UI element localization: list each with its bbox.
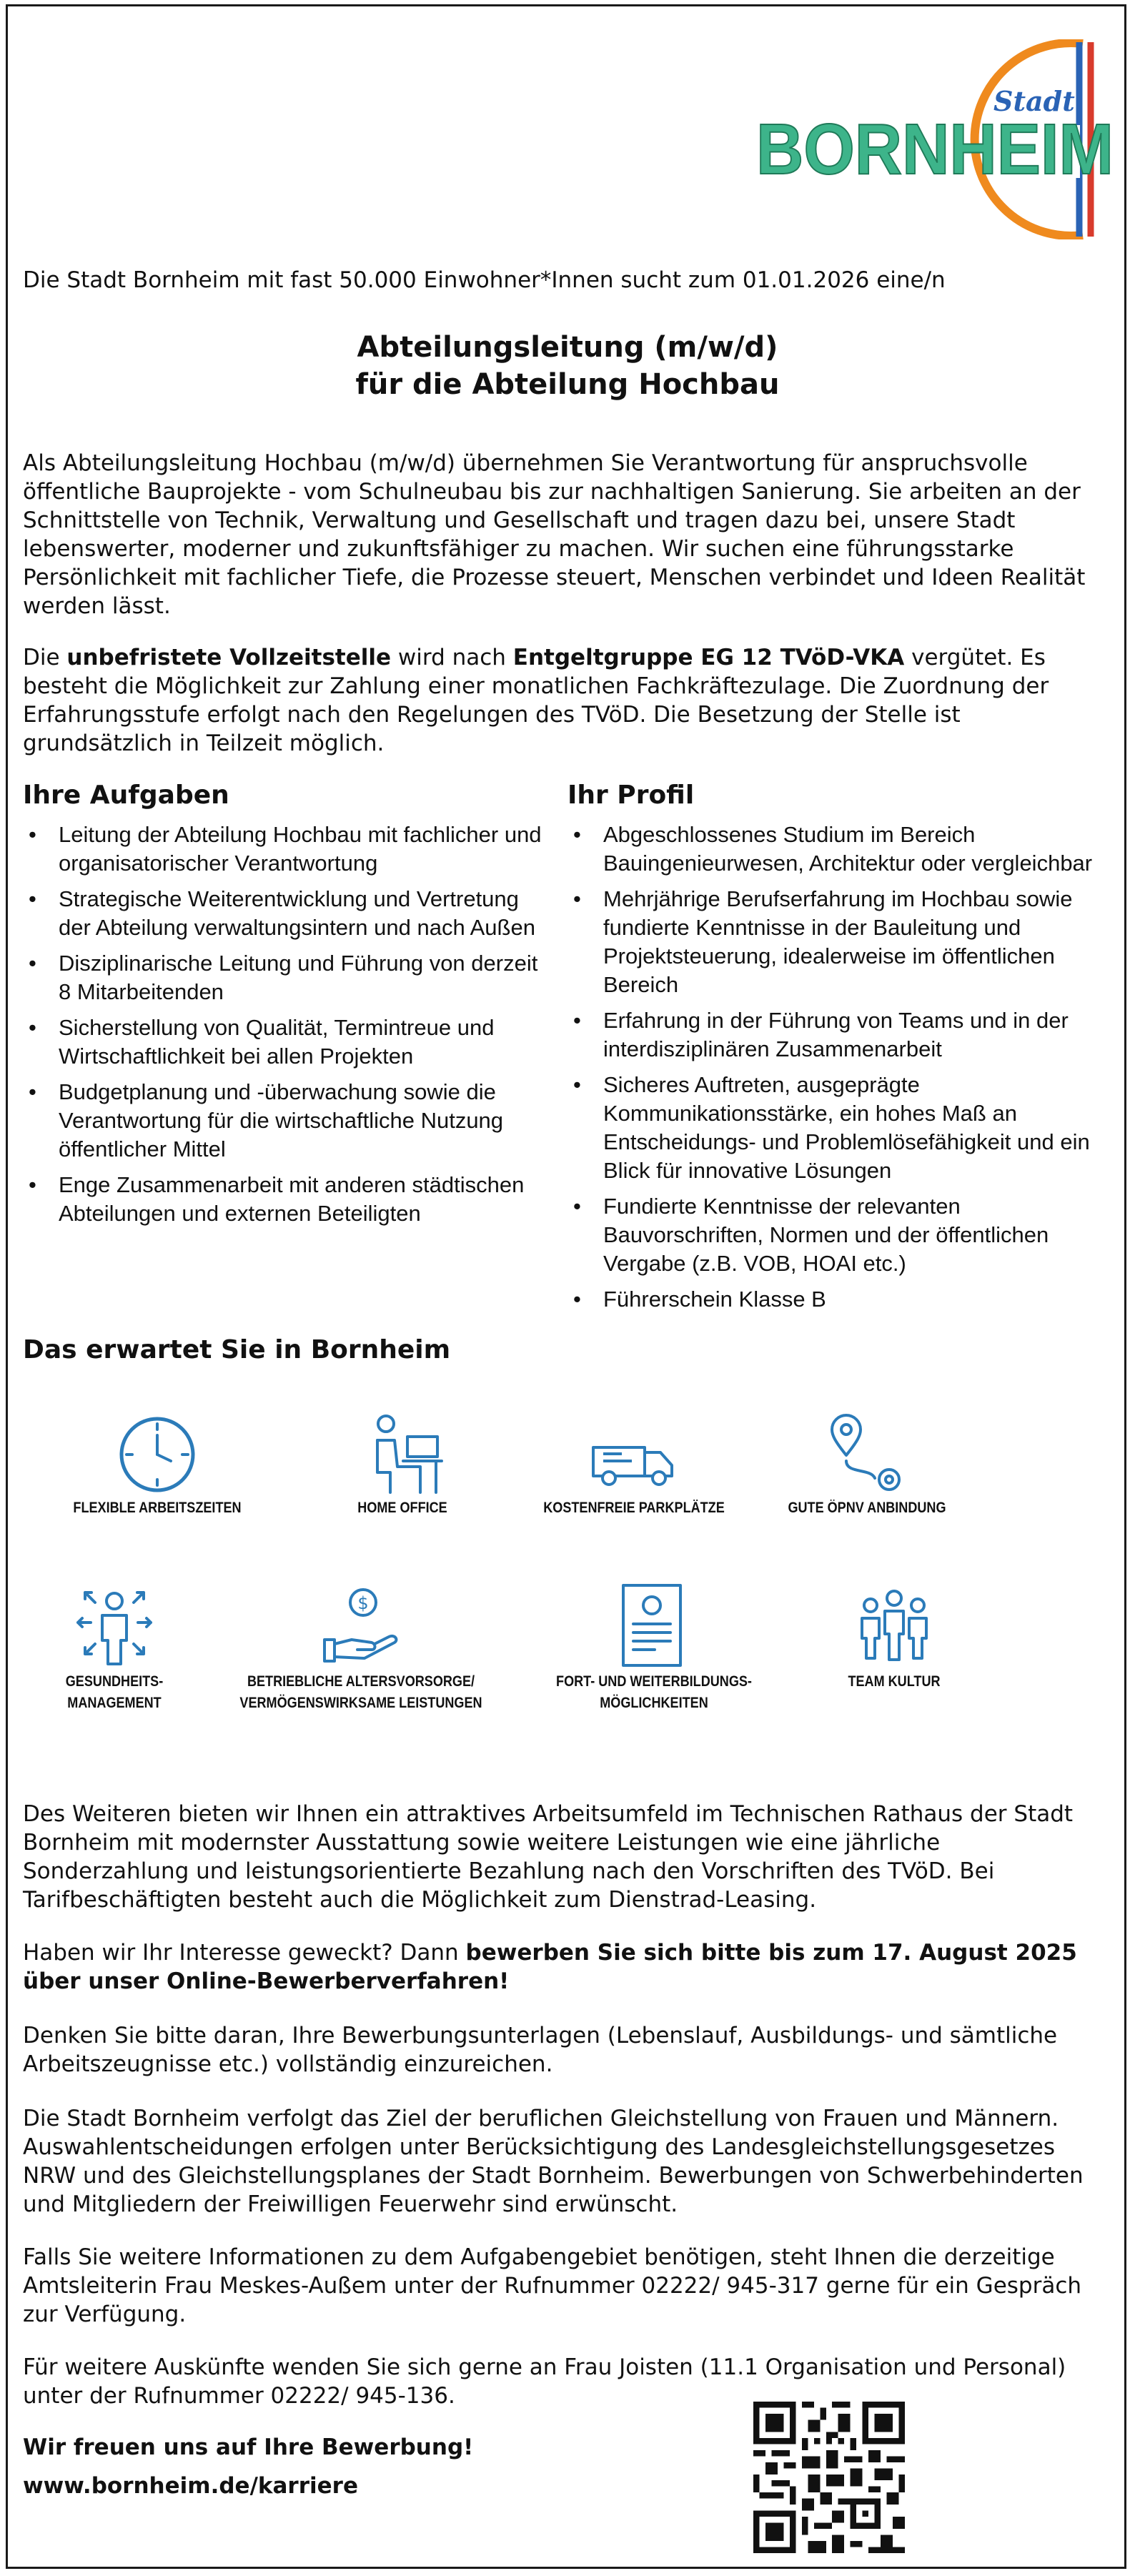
list-item: • Budgetplanung und -überwachung sowie die Verantwortung für die wirtschaftliche Nutzung öffentlicher Mittel xyxy=(23,1078,545,1164)
qr-code[interactable] xyxy=(753,2402,905,2553)
benefit-health-management: GESUNDHEITS- MANAGEMENT xyxy=(65,1673,164,1711)
job-title: Abteilungsleitung (m/w/d) für die Abteilung Hochbau xyxy=(355,331,780,401)
clock-icon xyxy=(111,1408,204,1501)
list-item: • Disziplinarische Leitung und Führung von derzeit 8 Mitarbeitenden xyxy=(23,949,545,1006)
health-person-icon xyxy=(68,1580,161,1673)
profile-heading: Ihr Profil xyxy=(568,781,695,810)
benefit-training: FORT- UND WEITERBILDUNGS- MÖGLICHKEITEN xyxy=(556,1673,752,1711)
tasks-list xyxy=(23,821,545,1235)
equality-text: Die Stadt Bornheim verfolgt das Ziel der beruflichen Gleichstellung von Frauen und Männern. Auswahlentscheidungen erfolgen unter Berücksichtigung des Landesgleichstellungsgesetzes NRW und des Gleichstellungsplanes der Stadt Bornheim. Bewerbungen von Schwerbehinderten und Mitgliedern der Freiwilligen Feuerwehr sind erwünscht. xyxy=(23,2106,1084,2217)
svg-text:$: $ xyxy=(357,1593,369,1613)
list-item: • Mehrjährige Berufserfahrung im Hochbau sowie fundierte Kenntnisse in der Bauleitung und Projektsteuerung, idealerweise im öffentlichen Bereich xyxy=(568,885,1118,999)
team-icon xyxy=(848,1580,941,1673)
benefit-pension: BETRIEBLICHE ALTERSVORSORGE/ VERMÖGENSWIRKSAME LEISTUNGEN xyxy=(239,1673,482,1711)
benefit-home-office: HOME OFFICE xyxy=(357,1500,447,1516)
benefits-heading: Das erwartet Sie in Bornheim xyxy=(23,1335,451,1364)
benefit-team-culture: TEAM KULTUR xyxy=(848,1673,941,1690)
logo-name: BORNHEIM xyxy=(756,109,1114,189)
logo-stadt: Stadt xyxy=(993,85,1075,117)
pay-text: Die unbefristete Vollzeitstelle wird nach Entgeltgruppe EG 12 TVöD-VKA vergütet. Es besteht die Möglichkeit zur Zahlung einer monatlichen Fachkräftezulage. Die Zuordnung der Erfahrungsstufe erfolgt nach den Regelungen des TVöD. Die Besetzung der Stelle ist grundsätzlich in Teilzeit möglich. xyxy=(23,645,1049,756)
list-item: • Erfahrung in der Führung von Teams und in der interdisziplinären Zusammenarbeit xyxy=(568,1006,1118,1064)
list-item: • Führerschein Klasse B xyxy=(568,1285,1118,1314)
benefit-parking: KOSTENFREIE PARKPLÄTZE xyxy=(543,1500,725,1516)
tasks-heading: Ihre Aufgaben xyxy=(23,781,229,810)
benefit-public-transport: GUTE ÖPNV ANBINDUNG xyxy=(788,1500,946,1516)
career-url[interactable]: www.bornheim.de/karriere xyxy=(23,2473,358,2499)
apply-text: Haben wir Ihr Interesse geweckt? Dann bewerben Sie sich bitte bis zum 17. August 2025 über unser Online-Bewerberverfahren! xyxy=(23,1940,1077,1994)
contact-text-1: Falls Sie weitere Informationen zu dem Aufgabengebiet benötigen, steht Ihnen die derzeitige Amtsleiterin Frau Meskes-Außem unter der Rufnummer 02222/ 945-317 gerne für ein Gespräch zur Verfügung. xyxy=(23,2244,1082,2327)
list-item: • Leitung der Abteilung Hochbau mit fachlicher und organisatorischer Verantwortung xyxy=(23,821,545,878)
benefit-flex-time: FLEXIBLE ARBEITSZEITEN xyxy=(73,1500,242,1516)
list-item: • Sicherstellung von Qualität, Termintreue und Wirtschaftlichkeit bei allen Projekten xyxy=(23,1014,545,1071)
route-pin-icon xyxy=(821,1408,913,1501)
closing-text: Wir freuen uns auf Ihre Bewerbung! xyxy=(23,2434,474,2460)
list-item: • Fundierte Kenntnisse der relevanten Bauvorschriften, Normen und der öffentlichen Vergabe (z.B. VOB, HOAI etc.) xyxy=(568,1192,1118,1278)
bornheim-logo xyxy=(743,39,1115,239)
list-item: • Enge Zusammenarbeit mit anderen städtischen Abteilungen und externen Beteiligten xyxy=(23,1171,545,1228)
pension-hand-icon xyxy=(314,1580,407,1673)
more-benefits-text: Des Weiteren bieten wir Ihnen ein attraktives Arbeitsumfeld im Technischen Rathaus der Stadt Bornheim mit modernster Ausstattung sowie weitere Leistungen wie eine jährliche Sonderzahlung und leistungsorientierte Bezahlung nach den Vorschriften des TVöD. Bei Tarifbeschäftigten besteht auch die Möglichkeit zum Dienstrad-Leasing. xyxy=(23,1801,1074,1913)
contact-text-2: Für weitere Auskünfte wenden Sie sich gerne an Frau Joisten (11.1 Organisation und Personal) unter der Rufnummer 02222/ 945-136. xyxy=(23,2354,1066,2409)
list-item: • Sicheres Auftreten, ausgeprägte Kommunikationsstärke, ein hohes Maß an Entscheidungs- und Problemlösefähigkeit und ein Blick für innovative Lösungen xyxy=(568,1071,1118,1185)
list-item: • Strategische Weiterentwicklung und Vertretung der Abteilung verwaltungsintern und nach Außen xyxy=(23,885,545,942)
home-office-icon xyxy=(356,1408,449,1501)
certificate-document-icon xyxy=(605,1580,698,1673)
profile-list xyxy=(568,821,1118,1321)
intro-text: Die Stadt Bornheim mit fast 50.000 Einwohner*Innen sucht zum 01.01.2026 eine/n xyxy=(23,267,946,293)
parking-van-icon xyxy=(588,1408,680,1501)
documents-text: Denken Sie bitte daran, Ihre Bewerbungsunterlagen (Lebenslauf, Ausbildungs- und sämtliche Arbeitszeugnisse etc.) vollständig einzureichen. xyxy=(23,2023,1058,2077)
list-item: • Abgeschlossenes Studium im Bereich Bauingenieurwesen, Architektur oder vergleichbar xyxy=(568,821,1118,878)
description-text: Als Abteilungsleitung Hochbau (m/w/d) übernehmen Sie Verantwortung für anspruchsvolle öffentliche Bauprojekte - vom Schulneubau bis zur nachhaltigen Sanierung. Sie arbeiten an der Schnittstelle von Technik, Verwaltung und Gesellschaft und tragen dazu bei, unsere Stadt lebenswerter, moderner und zukunftsfähiger zu machen. Wir suchen eine führungsstarke Persönlichkeit mit fachlicher Tiefe, die Prozesse steuert, Menschen verbindet und Ideen Realität werden lässt. xyxy=(23,450,1086,619)
